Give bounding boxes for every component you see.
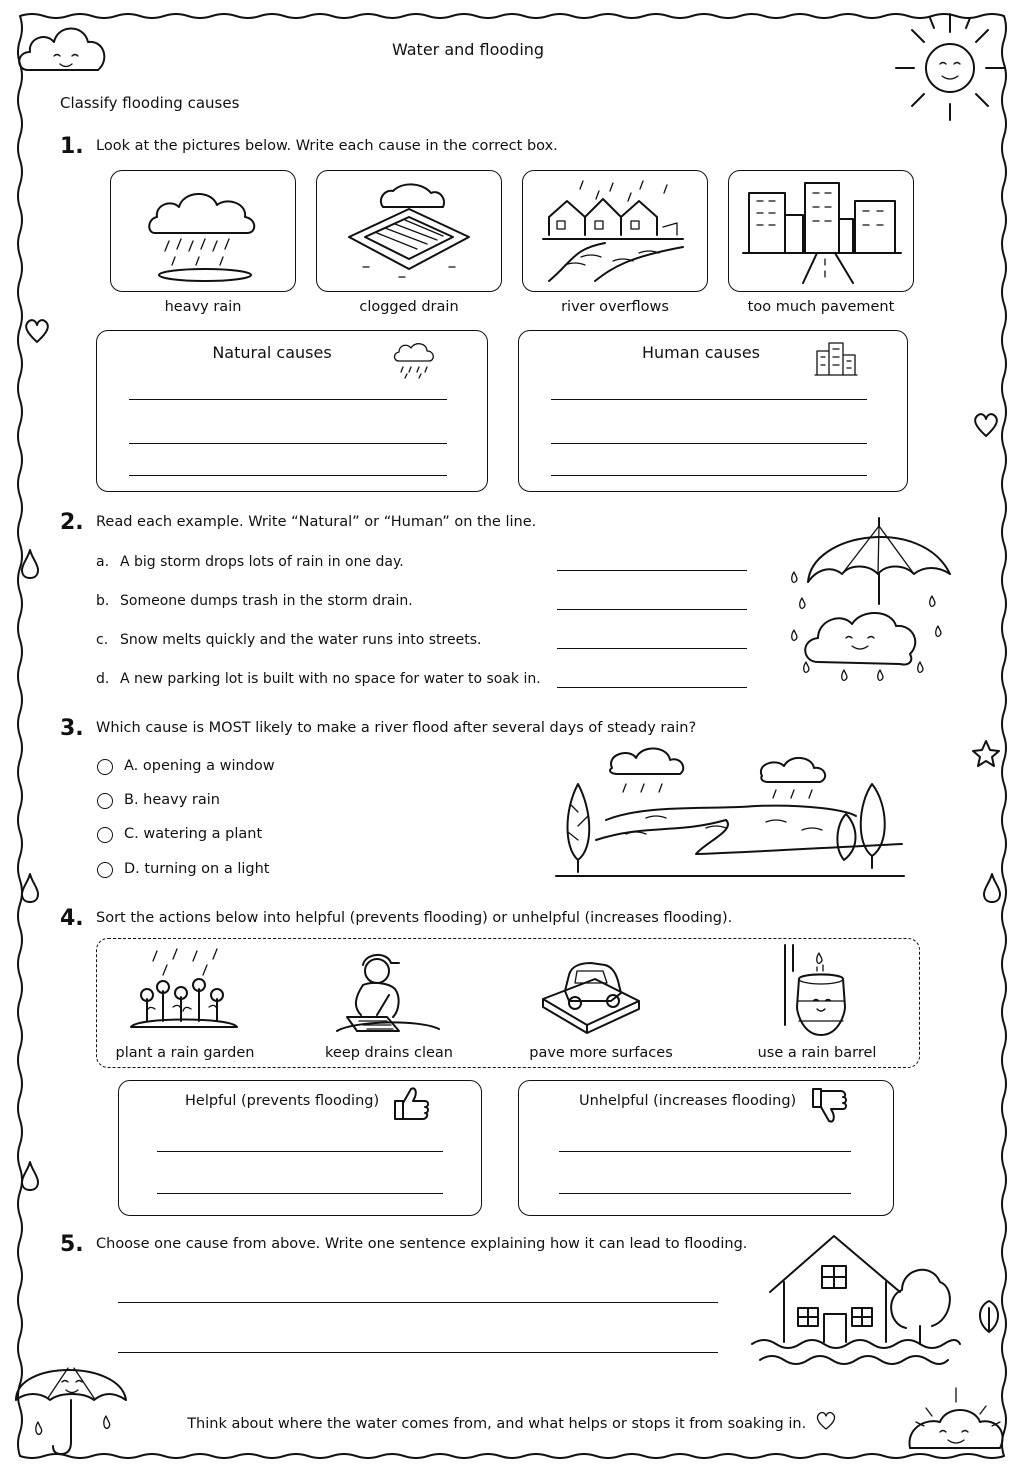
answer-line[interactable] [118,1352,718,1353]
rain-cloud-icon [393,339,437,379]
example-text: A new parking lot is built with no space for water to soak in. [120,671,541,687]
leaf-icon [974,1298,1004,1334]
question-4-prompt: Sort the actions below into helpful (prevents flooding) or unhelpful (increases flooding). [96,910,733,926]
picture-caption: too much pavement [747,299,895,315]
heart-icon [971,410,1001,440]
picture-card-too-much-pavement [728,170,914,315]
river-overflow-icon [543,177,689,285]
option-d-label[interactable]: D. turning on a light [124,861,270,877]
option-b-label[interactable]: B. heavy rain [124,792,220,808]
human-causes-box [518,330,908,492]
answer-line[interactable] [551,399,867,400]
answer-line[interactable] [559,1193,851,1194]
question-3-prompt: Which cause is MOST likely to make a river flood after several days of steady rain? [96,720,697,736]
child-cleaning-drain-icon [333,945,443,1035]
rain-garden-icon [127,947,241,1033]
unhelpful-box [518,1080,894,1216]
umbrella-cloud-icon [782,512,958,692]
picture-card-river-overflows [522,170,708,315]
question-1-prompt: Look at the pictures below. Write each cause in the correct box. [96,138,558,154]
heavy-rain-icon [147,187,263,283]
natural-causes-title: Natural causes [212,343,332,362]
clogged-drain-icon [343,181,475,281]
option-b-radio[interactable] [97,793,113,809]
helpful-box [118,1080,482,1216]
example-letter: d. [96,671,110,687]
answer-line[interactable] [551,443,867,444]
star-icon [970,738,1002,770]
river-landscape-icon [556,744,904,880]
example-text: Snow melts quickly and the water runs into streets. [120,632,482,648]
smiling-umbrella-icon [8,1338,138,1462]
answer-line[interactable] [557,609,747,610]
answer-line[interactable] [157,1151,443,1152]
heart-icon [815,1411,837,1431]
action-label: pave more surfaces [529,1045,673,1061]
raindrop-icon [20,548,40,580]
picture-caption: river overflows [561,299,669,315]
answer-line[interactable] [557,687,747,688]
picture-card-clogged-drain [316,170,502,315]
answer-line[interactable] [129,399,447,400]
option-a-label[interactable]: A. opening a window [124,758,275,774]
answer-line[interactable] [157,1193,443,1194]
unhelpful-title: Unhelpful (increases flooding) [579,1093,797,1109]
page-subtitle: Classify flooding causes [60,94,240,112]
answer-line[interactable] [551,475,867,476]
picture-caption: heavy rain [164,299,242,315]
question-3-number: 3. [60,716,84,741]
car-on-pavement-icon [539,949,643,1035]
answer-line[interactable] [559,1151,851,1152]
example-text: Someone dumps trash in the storm drain. [120,593,413,609]
raindrop-icon [982,872,1002,904]
question-2-prompt: Read each example. Write “Natural” or “Human” on the line. [96,514,537,530]
flooded-house-icon [752,1232,952,1370]
action-label: plant a rain garden [115,1045,255,1061]
example-letter: c. [96,632,109,648]
question-5-prompt: Choose one cause from above. Write one sentence explaining how it can lead to flooding. [96,1236,748,1252]
option-c-radio[interactable] [97,827,113,843]
buildings-icon [813,337,859,377]
smiling-sun-icon [890,6,1010,126]
footer-text: Think about where the water comes from, and what helps or stops it from soaking in. [187,1416,807,1432]
actions-box [96,938,920,1068]
action-label: keep drains clean [325,1045,453,1061]
city-pavement-icon [743,179,901,283]
example-letter: a. [96,554,110,570]
helpful-title: Helpful (prevents flooding) [185,1093,380,1109]
option-c-label[interactable]: C. watering a plant [124,826,263,842]
thumbs-down-icon [809,1085,849,1125]
answer-line[interactable] [118,1302,718,1303]
raindrop-icon [20,872,40,904]
question-2-number: 2. [60,510,84,535]
footer-note [0,1411,1024,1432]
rain-barrel-icon [773,941,853,1037]
example-letter: b. [96,593,110,609]
action-label: use a rain barrel [757,1045,877,1061]
natural-causes-box [96,330,488,492]
raindrop-icon [20,1160,40,1192]
answer-line[interactable] [557,570,747,571]
option-d-radio[interactable] [97,862,113,878]
picture-card-heavy-rain [110,170,296,315]
option-a-radio[interactable] [97,759,113,775]
heart-icon [22,316,52,346]
picture-caption: clogged drain [359,299,459,315]
thumbs-up-icon [391,1083,431,1123]
question-5-number: 5. [60,1232,84,1257]
answer-line[interactable] [129,443,447,444]
question-4-number: 4. [60,906,84,931]
example-text: A big storm drops lots of rain in one day. [120,554,404,570]
question-1-number: 1. [60,134,84,159]
human-causes-title: Human causes [641,343,761,362]
page-title: Water and flooding [391,40,545,59]
answer-line[interactable] [129,475,447,476]
answer-line[interactable] [557,648,747,649]
